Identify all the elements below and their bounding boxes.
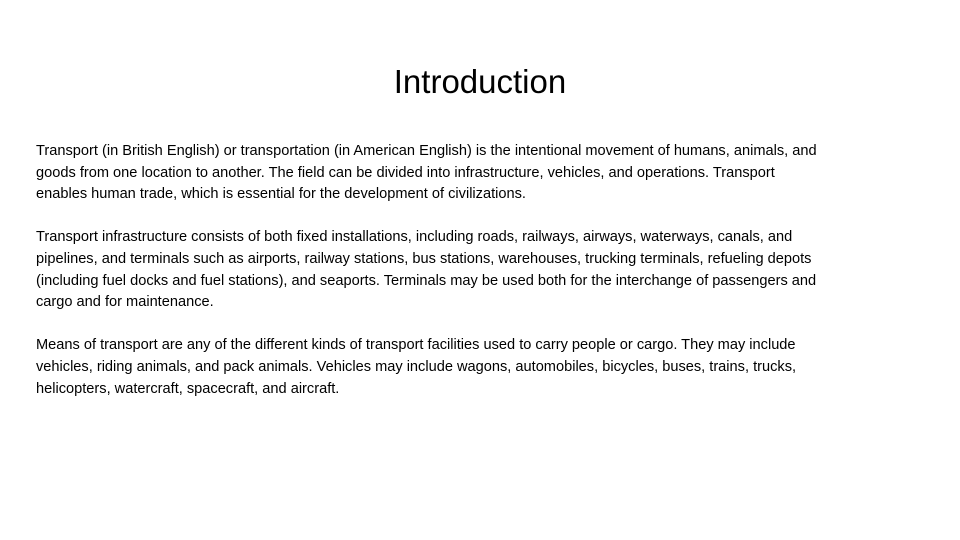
slide-body <box>36 141 936 422</box>
text-line: pipelines, and terminals such as airports, railway stations, bus stations, warehouses, trucking terminals, refueling depots <box>36 250 812 267</box>
text-line: (including fuel docks and fuel stations), and seaports. Terminals may be used both for the interchange of passengers and <box>36 272 817 289</box>
text-line: Transport infrastructure consists of both fixed installations, including roads, railways, airways, waterways, canals, and <box>36 229 793 246</box>
text-line: goods from one location to another. The field can be divided into infrastructure, vehicles, and operations. Transport <box>36 164 775 181</box>
slide-title: Introduction <box>393 63 567 100</box>
paragraph-definition <box>36 141 936 206</box>
text-line: Means of transport are any of the different kinds of transport facilities used to carry people or cargo. They may include <box>36 337 796 354</box>
text-line: vehicles, riding animals, and pack animals. Vehicles may include wagons, automobiles, bicycles, buses, trains, trucks, <box>36 358 797 375</box>
text-line: cargo and for maintenance. <box>36 294 214 311</box>
text-line: helicopters, watercraft, spacecraft, and aircraft. <box>36 380 340 397</box>
text-line: enables human trade, which is essential for the development of civilizations. <box>36 186 526 203</box>
paragraph-means-of-transport <box>36 335 936 400</box>
paragraph-infrastructure <box>36 227 936 313</box>
text-line: Transport (in British English) or transportation (in American English) is the intentional movement of humans, animals, and <box>36 143 817 159</box>
